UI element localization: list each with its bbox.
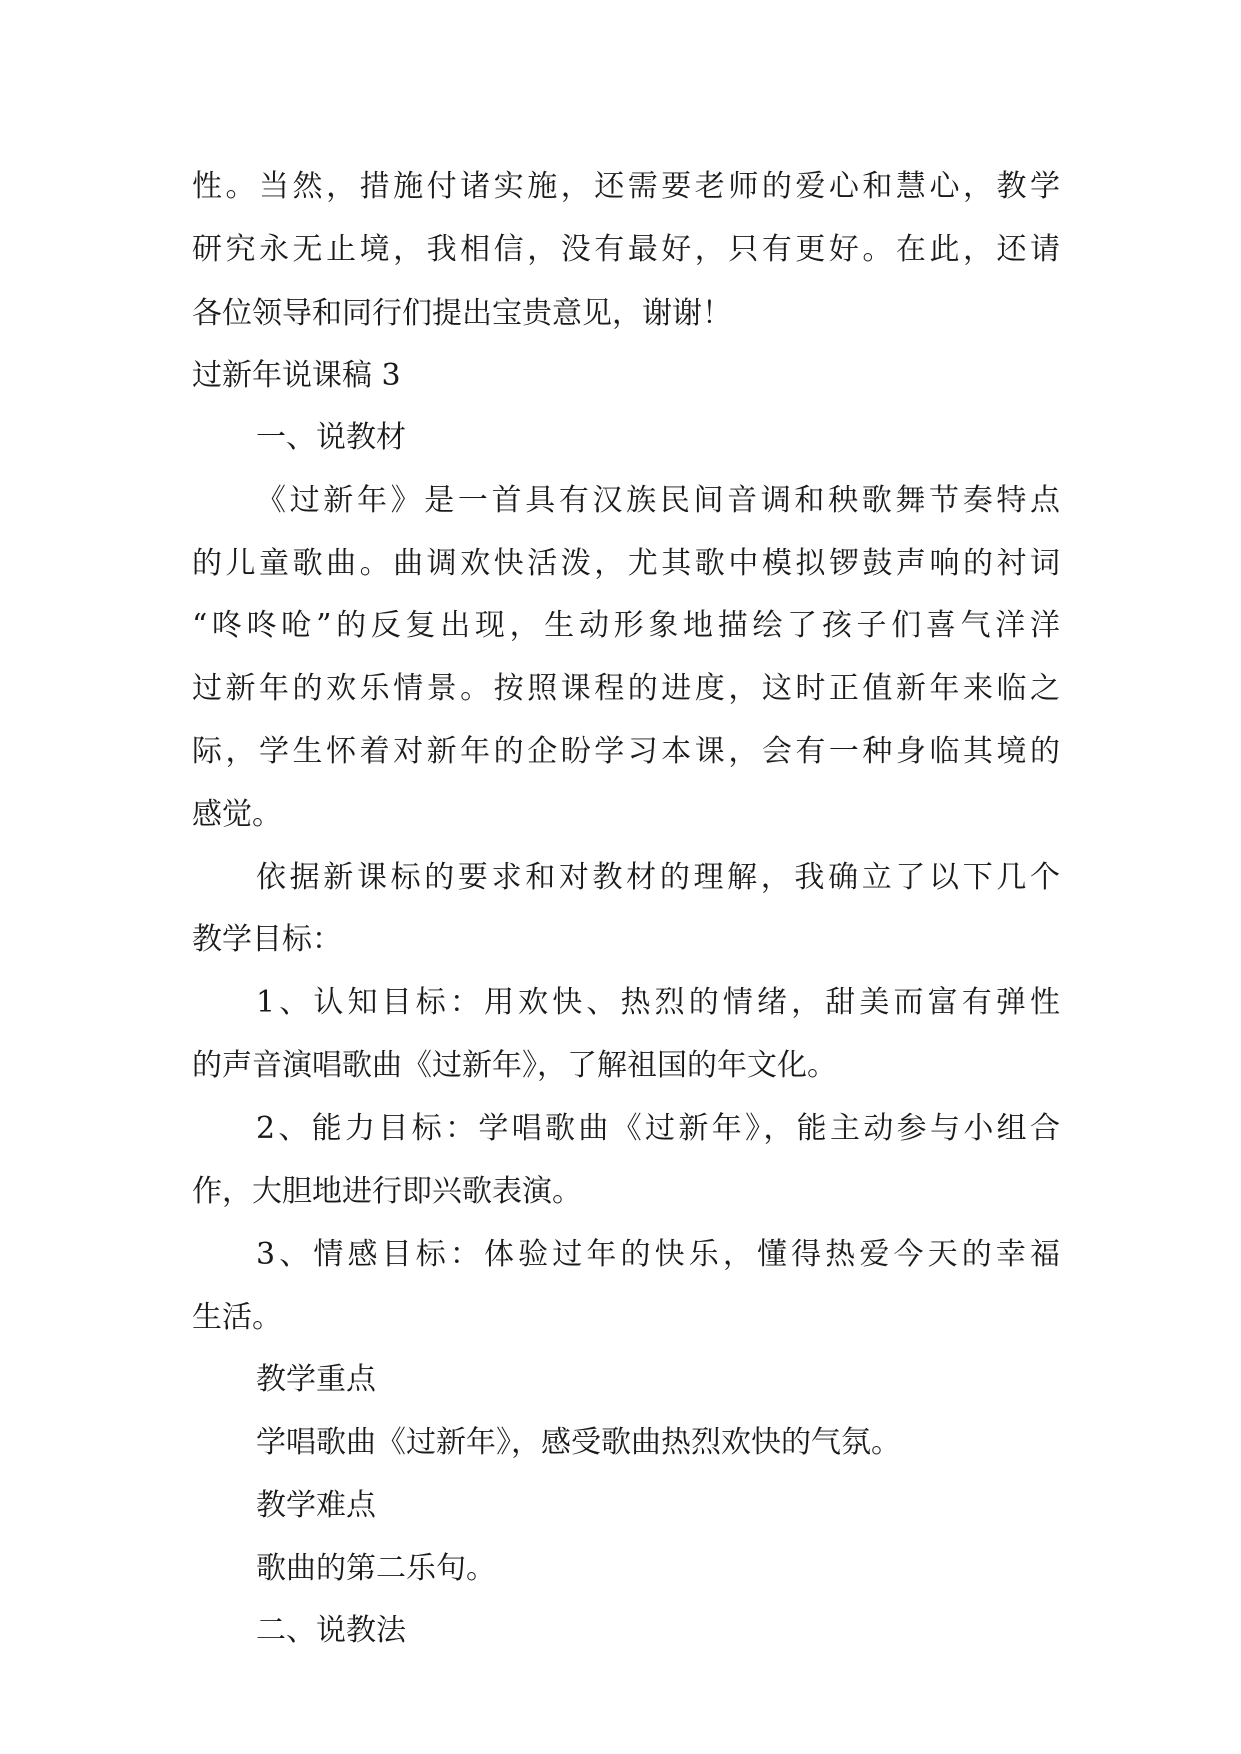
paragraph-line: 各位领导和同行们提出宝贵意见，谢谢！ [192, 296, 732, 331]
paragraph-line: 2、能力目标：学唱歌曲《过新年》，能主动参与小组合 [256, 1111, 1060, 1146]
paragraph-line: 教学目标： [192, 922, 342, 957]
section-title: 过新年说课稿 3 [192, 358, 401, 393]
paragraph-line: 3、情感目标：体验过年的快乐，懂得热爱今天的幸福 [256, 1237, 1060, 1272]
paragraph-line: 生活。 [192, 1300, 282, 1335]
paragraph-line: 1、认知目标：用欢快、热烈的情绪，甜美而富有弹性 [256, 985, 1060, 1020]
paragraph-line: 《过新年》是一首具有汉族民间音调和秧歌舞节奏特点 [256, 483, 1060, 518]
paragraph-line: 研究永无止境，我相信，没有最好，只有更好。在此，还请 [192, 232, 1060, 267]
paragraph-line: 感觉。 [192, 797, 282, 832]
heading: 二、说教法 [256, 1613, 406, 1648]
heading: 一、说教材 [256, 420, 406, 455]
paragraph-line: 的声音演唱歌曲《过新年》，了解祖国的年文化。 [192, 1048, 837, 1083]
subheading: 教学重点 [256, 1362, 376, 1397]
paragraph-line: 作，大胆地进行即兴歌表演。 [192, 1174, 582, 1209]
paragraph-line: 学唱歌曲《过新年》，感受歌曲热烈欢快的气氛。 [256, 1425, 901, 1460]
paragraph-line: 性。当然，措施付诸实施，还需要老师的爱心和慧心，教学 [192, 169, 1060, 204]
paragraph-line: 的儿童歌曲。曲调欢快活泼，尤其歌中模拟锣鼓声响的衬词 [192, 546, 1060, 581]
paragraph-line: 际，学生怀着对新年的企盼学习本课，会有一种身临其境的 [192, 734, 1060, 769]
paragraph-line: 过新年的欢乐情景。按照课程的进度，这时正值新年来临之 [192, 671, 1060, 706]
subheading: 教学难点 [256, 1488, 376, 1523]
paragraph-line: 歌曲的第二乐句。 [256, 1551, 496, 1586]
paragraph-line: “咚咚呛”的反复出现，生动形象地描绘了孩子们喜气洋洋 [192, 608, 1060, 643]
paragraph-line: 依据新课标的要求和对教材的理解，我确立了以下几个 [256, 860, 1060, 895]
